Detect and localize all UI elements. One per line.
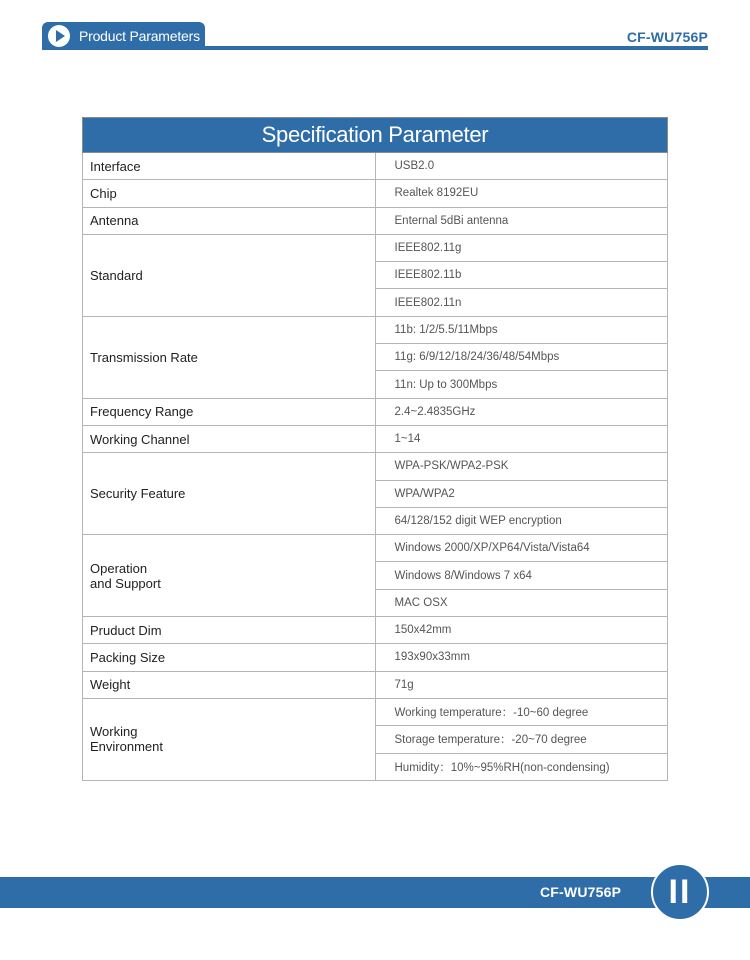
spec-label: Working Channel [83,425,376,452]
table-row [83,535,668,562]
spec-value: 2.4~2.4835GHz [375,398,668,425]
spec-label: Working Environment [83,698,376,780]
table-row [83,671,668,698]
footer-model-name: CF-WU756P [540,884,622,900]
spec-value: Windows 8/Windows 7 x64 [375,562,668,589]
spec-value: 71g [375,671,668,698]
spec-value: 193x90x33mm [375,644,668,671]
spec-value: WPA/WPA2 [375,480,668,507]
spec-value: 64/128/152 digit WEP encryption [375,507,668,534]
table-row [83,153,668,180]
play-circle-icon [48,25,70,47]
table-row [83,316,668,343]
spec-value: IEEE802.11n [375,289,668,316]
table-row [83,207,668,234]
spec-value: Working temperature：-10~60 degree [375,698,668,725]
spec-label: Transmission Rate [83,316,376,398]
table-row [83,644,668,671]
footer-band [0,877,750,908]
spec-label: Packing Size [83,644,376,671]
spec-value: Enternal 5dBi antenna [375,207,668,234]
table-row [83,425,668,452]
spec-value: IEEE802.11g [375,234,668,261]
spec-value: 11g: 6/9/12/18/24/36/48/54Mbps [375,344,668,371]
spec-value: Realtek 8192EU [375,180,668,207]
table-row [83,234,668,261]
table-row [83,180,668,207]
section-tab [42,22,205,50]
spec-label: Chip [83,180,376,207]
spec-label: Security Feature [83,453,376,535]
spec-label: Frequency Range [83,398,376,425]
spec-value: WPA-PSK/WPA2-PSK [375,453,668,480]
spec-label: Pruduct Dim [83,617,376,644]
spec-value: 11b: 1/2/5.5/11Mbps [375,316,668,343]
table-title-row [83,118,668,153]
section-title: Product Parameters [79,28,200,44]
spec-value: 1~14 [375,425,668,452]
spec-label: Standard [83,234,376,316]
specification-table [82,117,668,781]
header-model-name: CF-WU756P [626,29,708,45]
table-body [83,153,668,781]
spec-label: Interface [83,153,376,180]
spec-value: 150x42mm [375,617,668,644]
page-number-badge [651,863,709,921]
spec-label: Weight [83,671,376,698]
spec-label: Operation and Support [83,535,376,617]
table-row [83,398,668,425]
table-row [83,617,668,644]
spec-value: MAC OSX [375,589,668,616]
spec-label: Antenna [83,207,376,234]
page-number: II [668,872,692,911]
spec-value: USB2.0 [375,153,668,180]
spec-value: IEEE802.11b [375,262,668,289]
spec-value: Humidity：10%~95%RH(non-condensing) [375,753,668,780]
spec-value: Storage temperature：-20~70 degree [375,726,668,753]
table-row [83,453,668,480]
spec-value: Windows 2000/XP/XP64/Vista/Vista64 [375,535,668,562]
table-title: Specification Parameter [83,118,668,153]
table-row [83,698,668,725]
spec-value: 11n: Up to 300Mbps [375,371,668,398]
